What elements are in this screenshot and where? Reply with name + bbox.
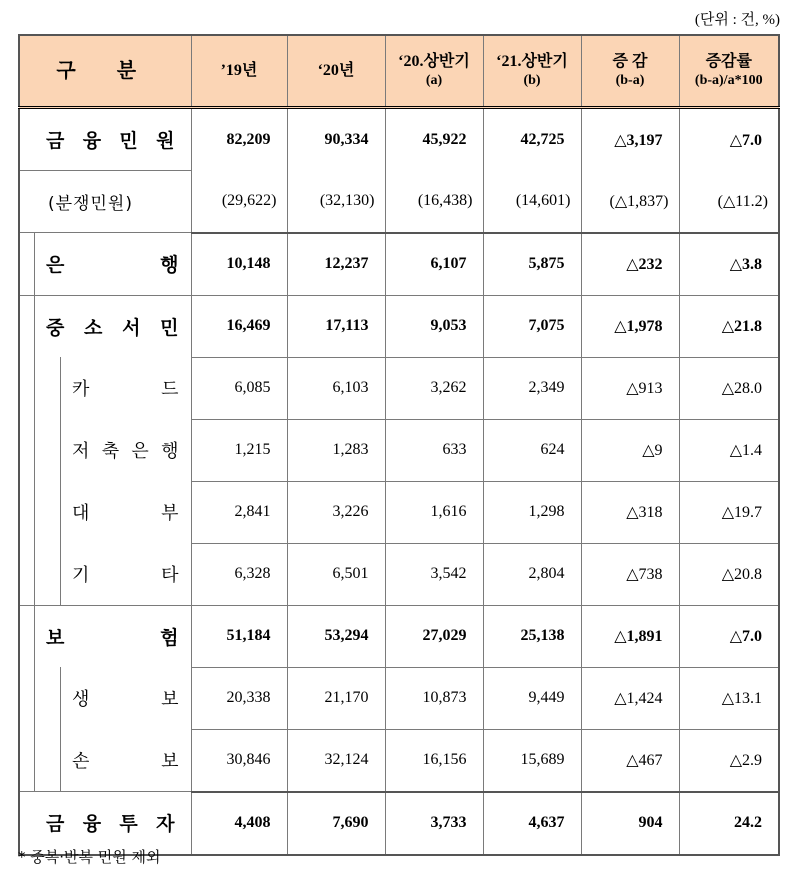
row-label: 생 보 [19,667,191,729]
cell-value: 6,085 [191,357,287,419]
cell-value: 51,184 [191,605,287,667]
table-header-row [19,35,779,108]
cell-value: △1,424 [581,667,679,729]
cell-value: 21,170 [287,667,385,729]
cell-value: △467 [581,729,679,792]
cell-value: 20,338 [191,667,287,729]
cell-value: 6,501 [287,543,385,605]
cell-value: 9,053 [385,295,483,357]
row-label: 카 드 [19,357,191,419]
cell-value: △13.1 [679,667,779,729]
row-label: 중 소 서 민 [19,295,191,357]
table-row [19,481,779,543]
row-label: 손 보 [19,729,191,792]
cell-value: △20.8 [679,543,779,605]
cell-value: △7.0 [679,605,779,667]
cell-value: 25,138 [483,605,581,667]
cell-value: 2,841 [191,481,287,543]
cell-value: 30,846 [191,729,287,792]
cell-value: 4,408 [191,792,287,855]
cell-value: △28.0 [679,357,779,419]
cell-value: 2,349 [483,357,581,419]
cell-value: 3,733 [385,792,483,855]
cell-value: 9,449 [483,667,581,729]
cell-value: 7,690 [287,792,385,855]
cell-value: 633 [385,419,483,481]
header-2020: ‘20년 [287,35,385,108]
row-label: 저 축 은 행 [19,419,191,481]
cell-value: (16,438) [385,171,483,233]
table-row [19,357,779,419]
cell-value: 32,124 [287,729,385,792]
complaints-table [18,34,780,856]
row-label: (분쟁민원) [19,171,191,233]
cell-value: △1,891 [581,605,679,667]
header-change-rate: 증감률 (b-a)/a*100 [679,35,779,108]
cell-value: △232 [581,233,679,296]
cell-value: 1,616 [385,481,483,543]
cell-value: 15,689 [483,729,581,792]
row-label: 은 행 [19,233,191,296]
table-row [19,171,779,233]
cell-value: 12,237 [287,233,385,296]
cell-value: 10,148 [191,233,287,296]
table-row [19,605,779,667]
footnote: * 중복·반복 민원 제외 [18,848,161,866]
cell-value: 16,156 [385,729,483,792]
cell-value: △21.8 [679,295,779,357]
cell-value: (29,622) [191,171,287,233]
cell-value: 6,103 [287,357,385,419]
cell-value: 53,294 [287,605,385,667]
cell-value: △3,197 [581,108,679,171]
unit-note: (단위 : 건, %) [694,12,780,28]
cell-value: △2.9 [679,729,779,792]
header-change: 증 감 (b-a) [581,35,679,108]
table-row [19,419,779,481]
cell-value: 10,873 [385,667,483,729]
cell-value: 5,875 [483,233,581,296]
cell-value: 45,922 [385,108,483,171]
cell-value: 24.2 [679,792,779,855]
row-label: 금 융 민 원 [19,108,191,171]
cell-value: 3,262 [385,357,483,419]
cell-value: 4,637 [483,792,581,855]
header-2021-h1: ‘21.상반기 (b) [483,35,581,108]
cell-value: 3,542 [385,543,483,605]
cell-value: 90,334 [287,108,385,171]
cell-value: 1,298 [483,481,581,543]
cell-value: 3,226 [287,481,385,543]
header-2019: ’19년 [191,35,287,108]
cell-value: △9 [581,419,679,481]
cell-value: 6,107 [385,233,483,296]
cell-value: 2,804 [483,543,581,605]
cell-value: △913 [581,357,679,419]
table-row [19,233,779,296]
table-row [19,543,779,605]
row-label: 금 융 투 자 [19,792,191,855]
cell-value: △7.0 [679,108,779,171]
header-2020-h1: ‘20.상반기 (a) [385,35,483,108]
row-label: 기 타 [19,543,191,605]
cell-value: (14,601) [483,171,581,233]
table-row [19,295,779,357]
row-label: 보 험 [19,605,191,667]
cell-value: △318 [581,481,679,543]
cell-value: (△1,837) [581,171,679,233]
table-row [19,667,779,729]
table-row [19,108,779,171]
cell-value: 624 [483,419,581,481]
cell-value: △1.4 [679,419,779,481]
cell-value: (△11.2) [679,171,779,233]
cell-value: (32,130) [287,171,385,233]
cell-value: 42,725 [483,108,581,171]
cell-value: 1,283 [287,419,385,481]
cell-value: △19.7 [679,481,779,543]
cell-value: △3.8 [679,233,779,296]
row-label: 대 부 [19,481,191,543]
cell-value: 17,113 [287,295,385,357]
cell-value: 16,469 [191,295,287,357]
cell-value: 82,209 [191,108,287,171]
cell-value: 1,215 [191,419,287,481]
cell-value: 7,075 [483,295,581,357]
header-category: 구 분 [19,35,191,108]
table-row [19,729,779,792]
cell-value: △738 [581,543,679,605]
cell-value: 6,328 [191,543,287,605]
cell-value: 904 [581,792,679,855]
cell-value: △1,978 [581,295,679,357]
cell-value: 27,029 [385,605,483,667]
